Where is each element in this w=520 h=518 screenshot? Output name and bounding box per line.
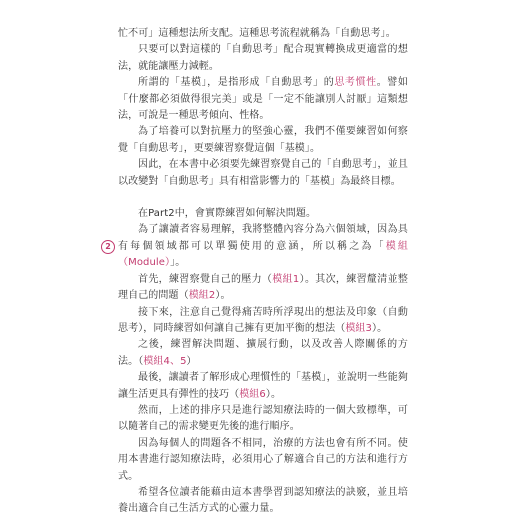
body-text [118,26,408,518]
text-run: 希望各位讀者能藉由這本書學習到認知療法的訣竅，並且培養出適合自己生活方式的心靈力量。 [118,486,408,515]
highlighted-term: 思考慣性 [334,77,377,89]
text-run: 首先，練習察覺自己的壓力（ [138,273,273,285]
text-run: 為了培養可以對抗壓力的堅強心靈，我們不僅要練習如何察覺「自動思考」，更要練習察覺這個「基模」。 [118,126,408,154]
text-run: ）。 [215,290,231,302]
paragraph [118,436,408,485]
text-run: ） [186,355,197,367]
text-run: ）。其次，練習釐清並整理自己的問題（ [118,273,408,302]
highlighted-term: 模組1 [272,273,300,285]
paragraph [118,337,408,370]
text-run: 然而，上述的排序只是進行認知療法時的一個大致標準，可以隨著自己的需求變更先後的進行順序。 [118,404,408,433]
text-run: 接下來，注意自己覺得痛苦時所浮現出的想法及印象（自動思考），同時練習如何讓自己擁有更加平衡的想法（ [118,306,408,334]
paragraph [118,272,408,305]
text-run: 因此，在本書中必須要先練習察覺自己的「自動思考」，並且以改變對「自動思考」具有相當影響力的「基模」為最終目標。 [118,159,408,187]
paragraph [118,485,408,518]
highlighted-term: 模組3 [345,322,372,334]
text-run: 最後，讓讀者了解形成心理慣性的「基模」，並說明一些能夠讓生活更具有彈性的技巧（ [118,372,408,400]
highlighted-term: 模組6 [239,388,266,400]
paragraph [118,75,408,124]
text-run: ）。 [265,388,282,400]
text-run: 所謂的「基模」，是指形成「自動思考」的 [138,77,335,89]
text-run: 」。 [170,257,186,269]
highlighted-term: 模組（Module） [118,240,409,269]
paragraph [118,124,408,157]
text-run: ）。 [371,322,388,334]
text-run: 因為每個人的問題各不相同，治療的方法也會有所不同。使用本書進行認知療法時，必須用心了解適合自己的方法和進行方式。 [118,437,408,482]
text-run: 。譬如「什麼都必須做得很完美」或是「一定不能讓別人討厭」這類想法，可說是一種思考傾向、性格。 [118,77,408,122]
highlighted-term: 模組2 [188,290,216,302]
text-run: 之後，練習解決問題、擴展行動，以及改善人際關係的方法。（ [118,339,408,367]
paragraph [118,42,408,75]
text-run: 在Part2中，會實際練習如何解決問題。 [138,208,317,220]
paragraph [118,157,408,190]
text-run: 忙不可」這種想法所支配。這種思考流程就稱為「自動思考」。 [118,28,396,39]
text-run: 只要可以對這樣的「自動思考」配合現實轉換成更適當的想法，就能讓壓力減輕。 [118,44,408,72]
paragraph [118,206,408,222]
paragraph [118,305,408,338]
text-run: 為了讓讀者容易理解，我將整體內容分為六個領域，因為具有每個領域都可以單獨使用的意涵，所以稱之為「 [118,224,408,252]
paragraph [118,222,408,271]
highlighted-term: 模組4、5 [143,355,187,367]
paragraph [118,26,408,42]
paragraph [118,403,408,436]
paragraph [118,370,408,403]
section-number-badge: 2 [101,240,115,254]
